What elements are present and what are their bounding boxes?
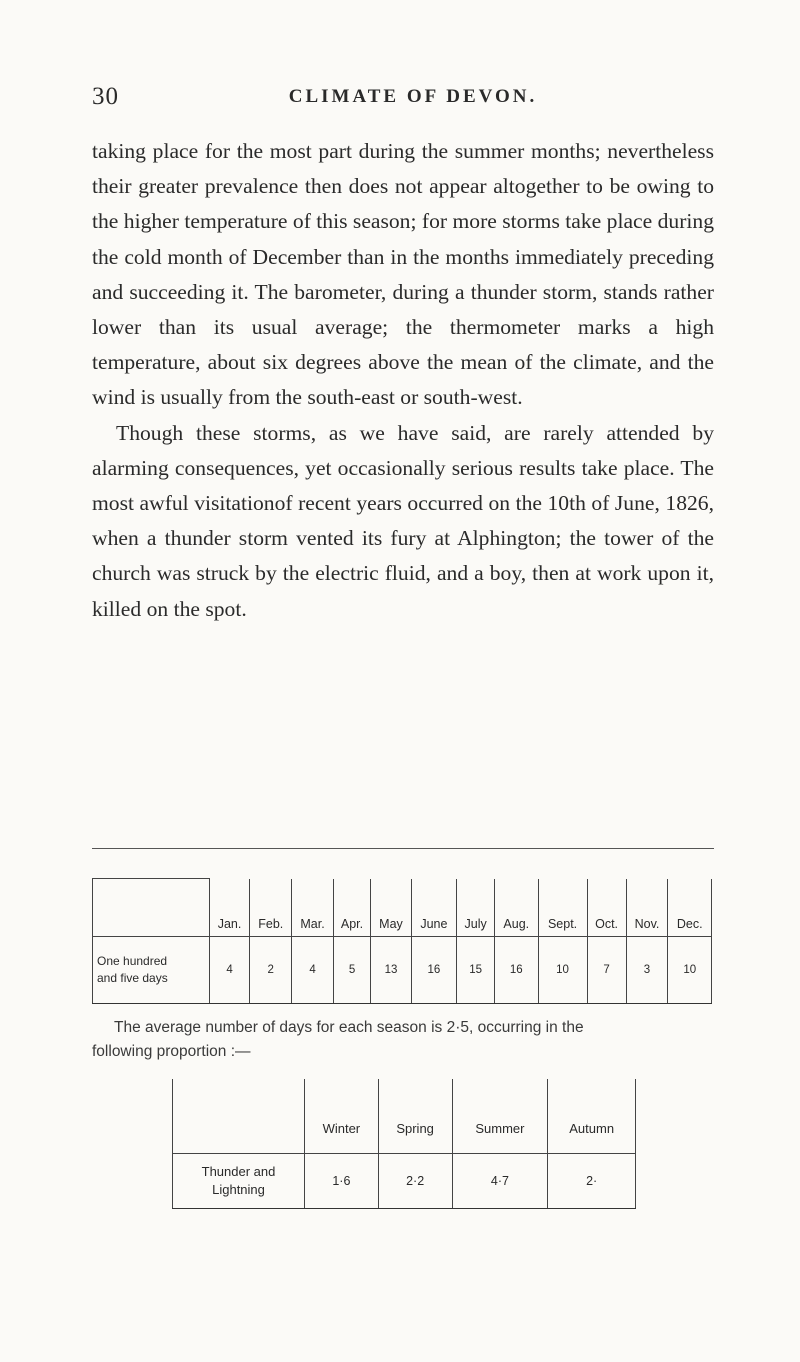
value-apr: 5 bbox=[333, 937, 371, 1004]
value-summer: 4·7 bbox=[452, 1153, 548, 1208]
value-winter: 1·6 bbox=[305, 1153, 379, 1208]
page-number: 30 bbox=[92, 83, 119, 110]
value-dec: 10 bbox=[668, 937, 712, 1004]
header-aug: Aug. bbox=[495, 879, 538, 937]
section-rule bbox=[92, 848, 714, 849]
header-winter: Winter bbox=[305, 1079, 379, 1153]
value-autumn: 2· bbox=[548, 1153, 636, 1208]
value-sept: 10 bbox=[538, 937, 587, 1004]
season-row-label-line1: Thunder and bbox=[201, 1163, 276, 1179]
paragraph-2: Though these storms, as we have said, are rarely attended by alarming consequences, yet occasionally serious results take place. The most awful visitationof recent years occurred on the 10th of June, 1826, when a thunder storm vented its fury at Alphington; the tower of the church was struck by the electric fluid, and a boy, then at work upon it, killed on the spot. bbox=[92, 420, 714, 621]
value-nov: 3 bbox=[626, 937, 668, 1004]
value-jan: 4 bbox=[210, 937, 250, 1004]
header-oct: Oct. bbox=[587, 879, 626, 937]
header-stub bbox=[93, 879, 210, 937]
value-july: 15 bbox=[457, 937, 495, 1004]
header-summer: Summer bbox=[452, 1079, 548, 1153]
body-text bbox=[92, 134, 714, 627]
header-apr: Apr. bbox=[333, 879, 371, 937]
paragraph-1: taking place for the most part during the summer months; nevertheless their greater prevalence then does not appear altogether to be owing to the higher temperature of this season; for more storms take place during the cold month of December than in the months immediately preceding and succeeding it. The barometer, during a thunder storm, stands rather lower than its usual average; the thermometer marks a high temperature, about six degrees above the mean of the climate, and the wind is usually from the south-east or south-west. bbox=[92, 139, 714, 410]
season-header-stub bbox=[173, 1079, 305, 1153]
header-sept: Sept. bbox=[538, 879, 587, 937]
row-label bbox=[93, 937, 210, 1004]
header-autumn: Autumn bbox=[548, 1079, 636, 1153]
season-value-row bbox=[173, 1153, 636, 1208]
header-jan: Jan. bbox=[210, 879, 250, 937]
header-june: June bbox=[411, 879, 457, 937]
value-feb: 2 bbox=[250, 937, 292, 1004]
header-july: July bbox=[457, 879, 495, 937]
value-aug: 16 bbox=[495, 937, 538, 1004]
running-head: CLIMATE OF DEVON. bbox=[288, 86, 538, 107]
seasonal-storm-table bbox=[172, 1079, 636, 1209]
month-value-row bbox=[93, 937, 712, 1004]
month-header-row bbox=[93, 879, 712, 937]
value-june: 16 bbox=[411, 937, 457, 1004]
value-mar: 4 bbox=[292, 937, 333, 1004]
value-oct: 7 bbox=[587, 937, 626, 1004]
header-may: May bbox=[371, 879, 411, 937]
season-row-label-line2: Lightning bbox=[212, 1181, 265, 1197]
season-caption bbox=[92, 1016, 714, 1064]
header-feb: Feb. bbox=[250, 879, 292, 937]
header-dec: Dec. bbox=[668, 879, 712, 937]
header-spring: Spring bbox=[378, 1079, 452, 1153]
header-nov: Nov. bbox=[626, 879, 668, 937]
season-row-label bbox=[173, 1153, 305, 1208]
row-label-line2: and five days bbox=[97, 971, 168, 985]
value-may: 13 bbox=[371, 937, 411, 1004]
monthly-storm-table bbox=[92, 878, 712, 1004]
season-header-row bbox=[173, 1079, 636, 1153]
row-label-line1: One hundred bbox=[97, 954, 168, 968]
header-mar: Mar. bbox=[292, 879, 333, 937]
value-spring: 2·2 bbox=[378, 1153, 452, 1208]
caption-line1: The average number of days for each season is 2·5, occurring in the bbox=[114, 1019, 584, 1036]
caption-line2: following proportion :— bbox=[92, 1043, 251, 1060]
